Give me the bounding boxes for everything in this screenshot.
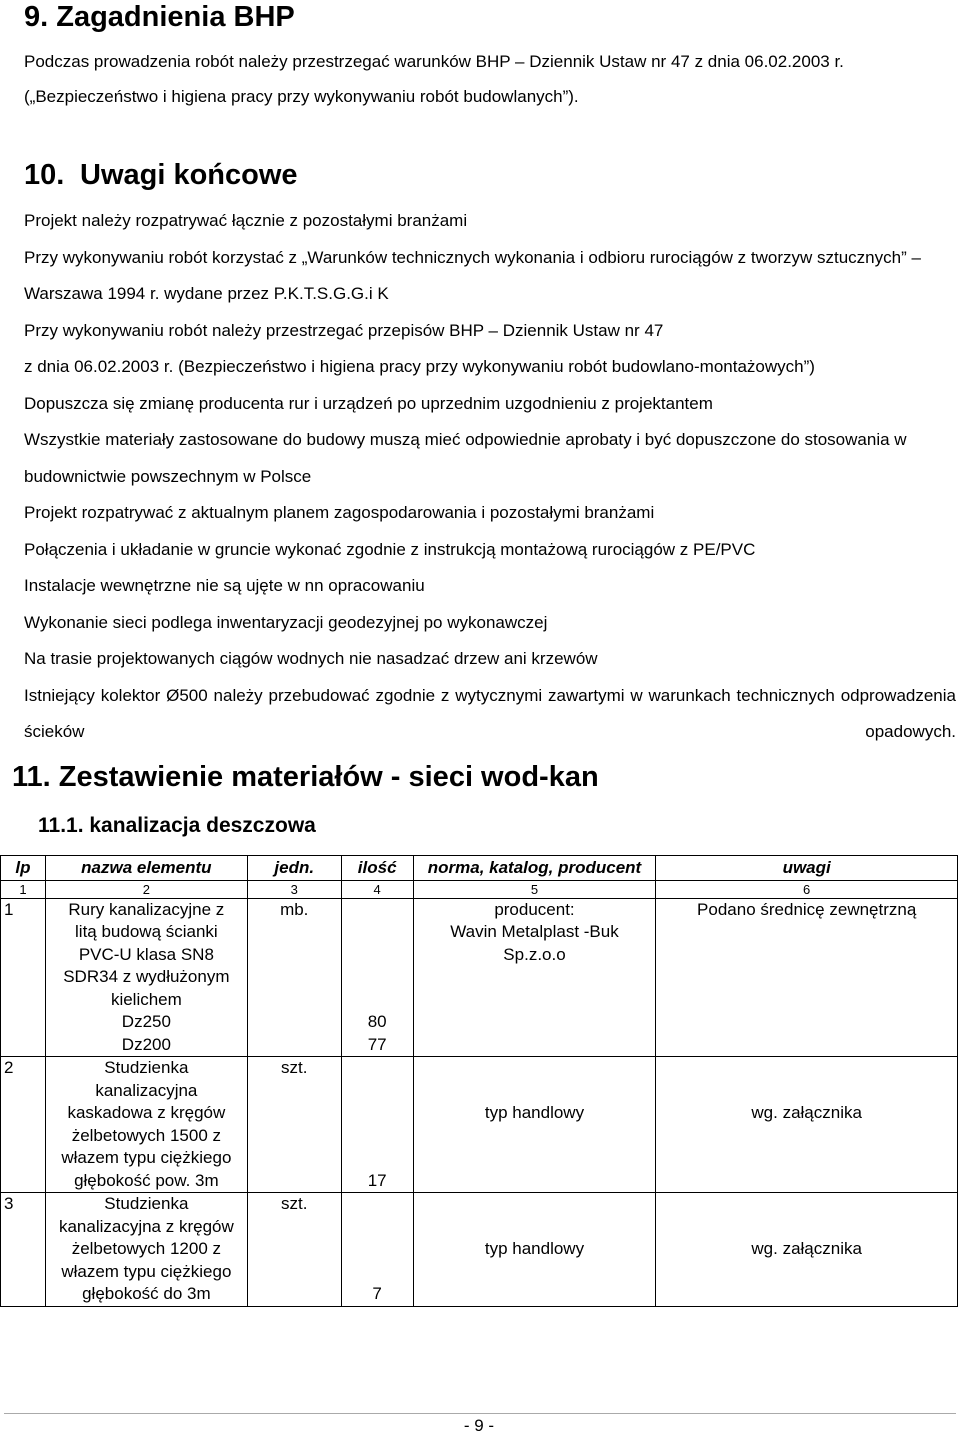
cell-remarks-line: wg. załącznika: [751, 1239, 862, 1258]
cell-quantity-line: [344, 899, 411, 922]
cell-standard: [413, 898, 656, 1057]
cell-quantity-line: [344, 966, 411, 989]
cell-lp: 1: [1, 898, 46, 1057]
column-number-row: [1, 880, 958, 898]
note-line: Projekt rozpatrywać z aktualnym planem zagospodarowania i pozostałymi branżami: [24, 503, 655, 522]
table-row: [1, 1193, 958, 1307]
cell-quantity-line: [344, 1080, 411, 1103]
header-quantity: ilość: [341, 856, 413, 881]
column-number: 2: [45, 880, 247, 898]
cell-element-name-line: żelbetowych 1500 z: [71, 1125, 222, 1145]
cell-quantity-line: [344, 1261, 411, 1284]
cell-quantity-line: [344, 921, 411, 944]
cell-standard-line: [416, 1057, 654, 1080]
cell-standard-line: Wavin Metalplast -Buk: [450, 922, 619, 941]
cell-element-name: [45, 898, 247, 1057]
cell-unit: szt.: [247, 1057, 341, 1193]
cell-quantity-line: 80: [367, 1012, 387, 1031]
cell-element-name-line: kanalizacyjna: [95, 1080, 198, 1100]
cell-quantity-line: [344, 1057, 411, 1080]
footer-divider: [4, 1413, 956, 1414]
cell-remarks: [656, 898, 958, 1057]
cell-remarks-line: Podano średnicę zewnętrzną: [697, 899, 917, 919]
note-line: Wszystkie materiały zastosowane do budowy muszą mieć odpowiednie aprobaty i być dopuszczone do stosowania w budownictwie powszechnym w Polsce: [24, 430, 907, 486]
column-number: 4: [341, 880, 413, 898]
cell-element-name-line: PVC-U klasa SN8: [78, 944, 214, 964]
note-line: Na trasie projektowanych ciągów wodnych nie nasadzać drzew ani krzewów: [24, 649, 598, 668]
cell-remarks-line: [658, 1216, 955, 1239]
section-9-heading: 9. Zagadnienia BHP: [24, 1, 295, 33]
header-lp: lp: [1, 856, 46, 881]
header-standard: norma, katalog, producent: [413, 856, 656, 881]
table-row: [1, 1057, 958, 1193]
cell-standard-line: typ handlowy: [484, 1103, 585, 1122]
column-number: 6: [656, 880, 958, 898]
cell-standard: [413, 1193, 656, 1307]
cell-element-name-line: SDR34 z wydłużonym: [63, 967, 230, 986]
cell-remarks: [656, 1057, 958, 1193]
cell-quantity-line: 17: [367, 1170, 387, 1190]
section-10-heading: [24, 158, 298, 192]
header-unit: jedn.: [247, 856, 341, 881]
cell-standard-line: [416, 1080, 654, 1103]
cell-element-name-line: włazem typu ciężkiego: [61, 1261, 232, 1281]
cell-remarks-line: [658, 1057, 955, 1080]
cell-quantity: [341, 1057, 413, 1193]
cell-quantity: [341, 898, 413, 1057]
cell-element-name-line: Dz250: [121, 1012, 171, 1031]
cell-remarks-line: [658, 1080, 955, 1103]
cell-standard-line: Sp.z.o.o: [503, 944, 566, 964]
cell-unit: szt.: [247, 1193, 341, 1307]
note-line: z dnia 06.02.2003 r. (Bezpieczeństwo i higiena pracy przy wykonywaniu robót budowlano-montażowych”): [24, 357, 815, 376]
cell-element-name-line: Studzienka: [104, 1058, 189, 1077]
final-notes: [24, 203, 956, 751]
cell-element-name-line: żelbetowych 1200 z: [71, 1239, 222, 1258]
page-number: - 9 -: [463, 1416, 495, 1435]
cell-standard: [413, 1057, 656, 1193]
header-remarks: uwagi: [656, 856, 958, 881]
cell-lp: 2: [1, 1057, 46, 1193]
cell-standard-line: producent:: [494, 899, 575, 919]
cell-element-name-line: Studzienka: [104, 1194, 189, 1213]
note-line: Instalacje wewnętrzne nie są ujęte w nn opracowaniu: [24, 576, 425, 595]
cell-element-name: [45, 1057, 247, 1193]
cell-quantity-line: [344, 1193, 411, 1216]
cell-quantity-line: [344, 1125, 411, 1148]
cell-quantity-line: [344, 1147, 411, 1170]
cell-lp: 3: [1, 1193, 46, 1307]
cell-quantity-line: [344, 1102, 411, 1125]
section-11-1-heading: 11.1. kanalizacja deszczowa: [38, 814, 316, 837]
table-header-row: [1, 856, 958, 881]
note-line: Dopuszcza się zmianę producenta rur i urządzeń po uprzednim uzgodnieniu z projektantem: [24, 393, 713, 413]
note-line: Istniejący kolektor Ø500 należy przebudować zgodnie z wytycznymi zawartymi w warunkach technicznych odprowadzenia ścieków opadowych.: [24, 685, 956, 741]
cell-element-name-line: kanalizacyjna z kręgów: [58, 1216, 234, 1236]
cell-quantity-line: [344, 944, 411, 967]
cell-quantity-line: 7: [372, 1284, 382, 1303]
section-11-heading: 11. Zestawienie materiałów - sieci wod-kan: [12, 761, 599, 793]
table-row: [1, 898, 958, 1057]
cell-element-name-line: głębokość do 3m: [82, 1284, 211, 1303]
cell-quantity: [341, 1193, 413, 1307]
cell-element-name-line: litą budową ścianki: [75, 922, 218, 941]
cell-unit: mb.: [247, 898, 341, 1057]
note-line: Połączenia i układanie w gruncie wykonać zgodnie z instrukcją montażową rurociągów z PE/PVC: [24, 539, 756, 559]
cell-element-name-line: głębokość pow. 3m: [74, 1170, 219, 1190]
column-number: 3: [247, 880, 341, 898]
cell-quantity-line: 77: [367, 1034, 387, 1054]
section-10-title: Uwagi końcowe: [80, 159, 298, 191]
column-number: 1: [1, 880, 46, 898]
cell-quantity-line: [344, 1238, 411, 1261]
cell-element-name-line: włazem typu ciężkiego: [61, 1148, 232, 1167]
note-line: Wykonanie sieci podlega inwentaryzacji geodezyjnej po wykonawczej: [24, 612, 548, 632]
materials-table: [0, 855, 958, 1307]
cell-element-name-line: kaskadowa z kręgów: [67, 1103, 226, 1122]
section-9-text: Podczas prowadzenia robót należy przestrzegać warunków BHP – Dziennik Ustaw nr 47 z dnia 06.02.2003 r. („Bezpieczeństwo i higiena pracy przy wykonywaniu robót budowlanych”).: [24, 52, 844, 106]
cell-remarks-line: wg. załącznika: [751, 1103, 862, 1122]
note-line: Przy wykonywaniu robót należy przestrzegać przepisów BHP – Dziennik Ustaw nr 47: [24, 320, 664, 340]
column-number: 5: [413, 880, 656, 898]
cell-remarks: [656, 1193, 958, 1307]
cell-element-name-line: Rury kanalizacyjne z: [68, 899, 225, 919]
section-10-number: 10.: [24, 159, 65, 191]
cell-element-name-line: kielichem: [110, 989, 182, 1009]
cell-quantity-line: [344, 1216, 411, 1239]
cell-element-name: [45, 1193, 247, 1307]
note-line: Przy wykonywaniu robót korzystać z „Warunków technicznych wykonania i odbioru rurociągów z tworzyw sztucznych” – Warszawa 1994 r. wydane przez P.K.T.S.G.G.i K: [24, 247, 921, 303]
note-line: Projekt należy rozpatrywać łącznie z pozostałymi branżami: [24, 211, 468, 230]
cell-standard-line: [416, 1216, 654, 1239]
cell-standard-line: [416, 1193, 654, 1216]
cell-element-name-line: Dz200: [121, 1034, 171, 1054]
cell-standard-line: typ handlowy: [484, 1239, 585, 1258]
cell-remarks-line: [658, 1193, 955, 1216]
header-element-name: nazwa elementu: [45, 856, 247, 881]
cell-quantity-line: [344, 989, 411, 1012]
